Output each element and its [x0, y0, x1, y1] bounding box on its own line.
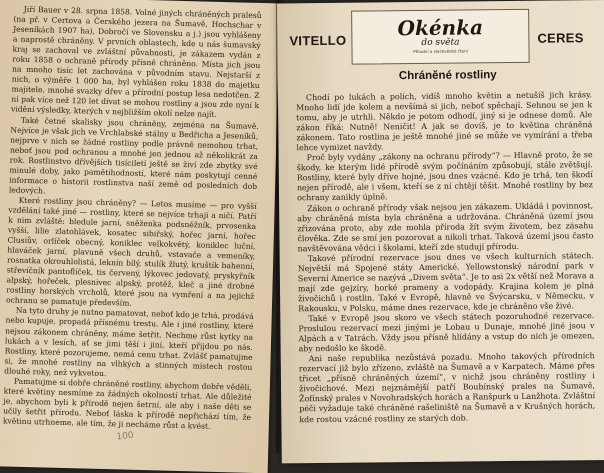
left-paragraph-2: Také četné skalisky jsou chráněny, zejména na Šumavě. Nejvíce je však jich ve Vrchlabské stálny u Bedřicha a Jeseníků, nejprve v nich se žádné rostliny podle právně nemohou trhat, neboť jsou pod ochranou a mnohé jen jednou až několikrát za rok. Rostlinstvo dřívějších tisíciletí ještě se živí zde zbytky své minulé doby, jako pamětihodností, které nám poskytují cenné informace o historii rostlinstva naší země od posledních dob ledových. [8, 115, 259, 196]
logo-title: Okénka [397, 15, 484, 41]
article-paragraph-3: Zákon o ochraně přírody však nejsou jen zákazem. Ukládá i povinnost, aby chráněná místa byla chráněna a udržována. Chráněná území jsou zřizována proto, aby zde mohla příroda žít svým životem, bez zásahu člověka. Zde se smí jen pozorovat a nikoli trhat. Taková území jsou často navštěvována vědci i školami, kteří zde studují přírodu. [297, 200, 594, 253]
brand-ceres: CERES [537, 30, 584, 46]
article-paragraph-6: Ani naše republika nezůstává pozadu. Mnoho takových přírodních rezervací již bylo zřízeno, zvláště na Šumavě a v Karpatech. Máme přes třicet „přísně chráněných území“, v nichž jsou chráněny rostliny i živočichové. Mezi nejznámější patří Boubínský prales na Šumavě, Žofínský prales v Novohradských horách a Ranšpurk u Lanžhota. Zvláštní péči vyžaduje také chráněné rašeliniště na Šumavě a v Krušných horách, kde rostou vzácné rostliny ze starých dob. [298, 351, 596, 424]
brand-vitello: VITELLO [289, 32, 347, 49]
left-paragraph-4: Na tyto druhy je nutno pamatovat, neboť kdo je trhá, prodává nebo kupuje, propadá přísnému trestu. Ale i jiné rostliny, které nejsou zákonem chráněny, máme šetřit. Nechme růst kytky na lukách a v lesích, ať se jimi těší i jiní, kteří přijdou po nás. Rostliny, které pozorujeme, nemá cenu trhat. Zvlášť pamatujme si, že mnohé rostliny na vlhkých a stinných místech rostou dlouhé roky, než vykvetou. [4, 306, 254, 378]
pencil-note: 100 [116, 430, 135, 443]
logo-box [351, 9, 530, 65]
article-paragraph-5: Také v Evropě jsou skoro ve všech státech pozoruhodné rezervace. Proslulou rezervací mezi jinými je Lobau u Dunaje, mnohé jiné jsou v Alpách a v Tatrách. Vždy jsou přísně hlídány a vstup do nich je omezen, aby nedošlo ke škodě. [298, 311, 595, 354]
left-paragraph-3: Které rostliny jsou chráněny? — Letos musíme — pro vyšší vzdělání také jiné — rostliny, které se nejvíce trhají a ničí. Patří k nim zvláště: bledule jarní, sněženka podsněžník, prvosenka vyšší, lilie zlatohlávek, kosatec sibiřský, hořec jarní, hořec Clusiův, orlíček obecný, koniklec velkokvětý, koniklec luční, hlaváček jarní, plavuně všech druhů, vstavače a vemeníky, rosnatka okrouhlolistá, leknín bílý, stulík žlutý, kruštík bahenní, střevíčník pantoflíček, tis červený, lýkovec jedovatý, pryskyřník alpský, hořeček, plesnivec alpský, protěž, kleč a jiné drobné rostliny horských vrcholů, které jsou na vymření a na jejichž ochranu se pamatuje především. [5, 195, 257, 309]
header [287, 6, 598, 67]
left-page-text [3, 5, 262, 433]
left-page [0, 0, 280, 473]
article-paragraph-2: Proč byly vydány „zákony na ochranu přírody“? — Hlavně proto, že se škody, ke kterým lidé přírodě svým počínáním způsobují, stále zvětšují. Rostliny, které byly dříve hojné, jsou dnes vzácné. Kdo je trhá, ten škodí nejen přírodě, ale i všem, kteří se z ní chtějí těšit. Mnohé rostliny by bez ochrany zanikly úplně. [296, 150, 593, 203]
left-paragraph-1: Jiří Bauer v 28. srpna 1858. Volné jiných chráněných pralesů (na př. v Certova a Čerského jezera na Šumavě, Hochschar v Jeseníkách 1907 ha), Dobročí ve Slovensku a j.) jsou vyhlášeny a naprostě chráněny. V prvních oblastech, kde u nás šumavský kraj se zachoval ve zvláštní půvabnosti, je zákazem vydán z roku 1858 o ochraně přírody přísně chráněno. Místa jich jsou na mnoho tisíc let zachována v původním stavu. Nejstarší z nich, o výměře 1 000 ha, byl vyhlášen roku 1838 do majetku majitele, mnohé svazky dřev a přírodní postup lesa nedotčen. Z ní pak více než 120 let dívat se mohou rostliny a jsou zde nyní k vidění výsledky, kterých v nejbližším okolí nelze najít. [10, 4, 262, 120]
logo-subtitle: do světa [421, 37, 460, 48]
article-body [296, 90, 595, 425]
article-paragraph-1: Chodí po lukách a polích, vidíš mnoho květin a netušíš jich krásy. Mnoho lidí jde kolem a nevšímá si jich, neboť spěchají. Sehnou se jen k tomu, aby je utrhli. Někdo je potom odhodí, jiný si je odnese domů. Ale zákon říká: Nutně! Neničit! A jak se dovíš, je to květina chráněná zákonem. Tato rostlina je ještě mnohé jiné se může ve vymírání a třeba lehce vymizet navždy. [296, 90, 593, 153]
logo-tagline: Přírodní a vlastivědné čtení [413, 48, 468, 55]
article-title: Chráněné rostliny [398, 69, 497, 83]
article-paragraph-4: Takové přírodní rezervace jsou dnes ve všech kulturních státech. Největší má Spojené státy Americké. Yellowstonský národní park v Severní Americe se nazývá „Divem světa“. Je to asi 2x větší než Morava a mají zde gejzíry, horké prameny a vodopády. Krajina kolem je plná živočichů i rostlin. Také v Evropě, hlavně ve Švýcarsku, v Německu, v Rakousku, v Polsku, máme dnes rezervace, kde je chráněno vše živé. [297, 250, 595, 314]
left-paragraph-5: Pamatujme si dobře chráněné rostliny, abychom dobře věděli, které květiny nesmíme za žádných okolností trhat. Ale důležité je, abychom byli k přírodě nejen šetrní, ale aby i naše děti se učily šetřit přírodu. Neboť láska k přírodě nepřichází tím, že květinu utrhneme, ale tím, že ji necháme růst a kvést. [2, 376, 252, 431]
right-page [277, 0, 604, 463]
